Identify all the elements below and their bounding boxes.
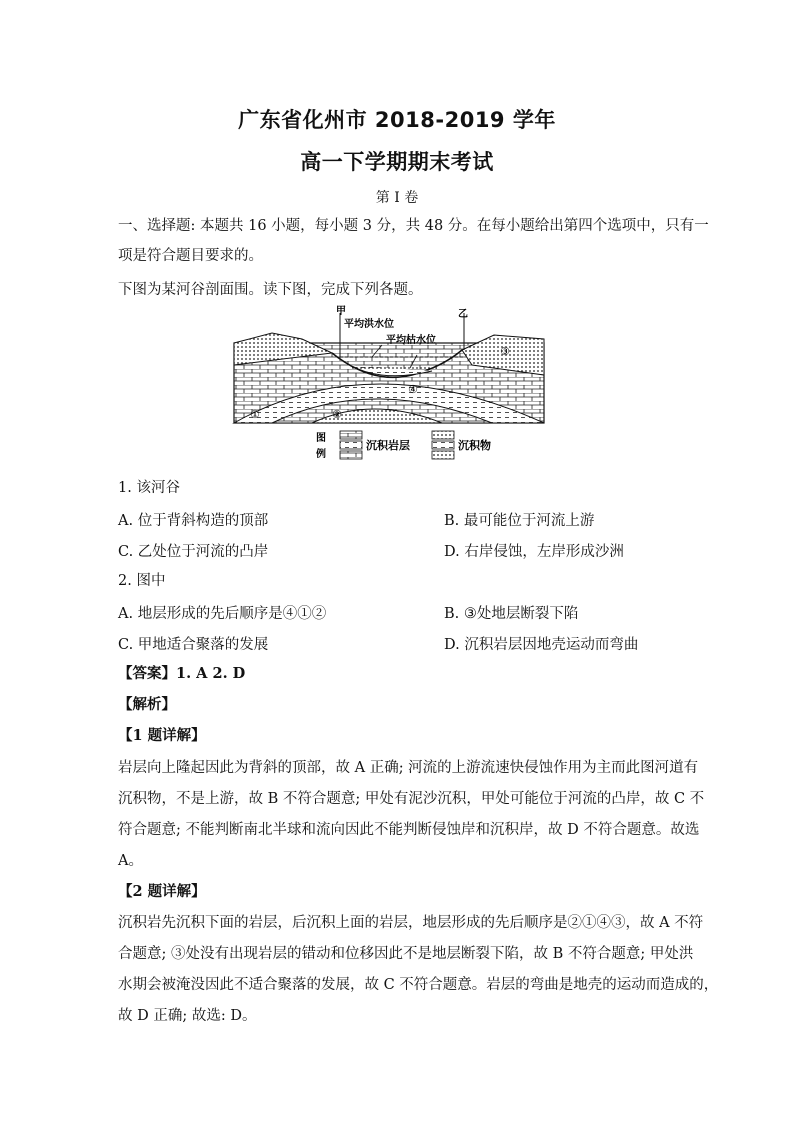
q2-detail-line-4: 故 D 正确; 故选: D。 xyxy=(118,1008,257,1024)
q2-detail-line-3: 水期会被淹没因此不适合聚落的发展，故 C 不符合题意。岩层的弯曲是地壳的运动而造成的， xyxy=(118,977,719,993)
legend-sedimentary-rock: 沉积岩层 xyxy=(366,439,410,452)
answer-line: 【答案】1. A 2. D xyxy=(118,665,246,682)
intro-line-1: 一、选择题: 本题共 16 小题，每小题 3 分，共 48 分。在每小题给出第四个选项中，只有一 xyxy=(118,218,709,234)
q1-detail-line-3: 符合题意; 不能判断南北半球和流向因此不能判断侵蚀岸和沉积岸，故 D 不符合题意。故选 xyxy=(118,822,700,838)
q1-option-b: B. 最可能位于河流上游 xyxy=(444,513,595,529)
flood-level-label: 平均洪水位 xyxy=(344,319,394,330)
q2-option-d: D. 沉积岩层因地壳运动而弯曲 xyxy=(444,637,639,653)
q1-detail-label: 【1 题详解】 xyxy=(118,727,206,744)
intro-line-3: 下图为某河谷剖面围。读下图，完成下列各题。 xyxy=(118,282,423,298)
marker-4: ④ xyxy=(408,383,418,396)
page-title: 广东省化州市 2018-2019 学年 xyxy=(238,108,556,132)
q1-option-a: A. 位于背斜构造的顶部 xyxy=(118,513,269,529)
section-label: 第 I 卷 xyxy=(375,190,419,206)
label-jia: 甲 xyxy=(336,306,346,317)
dry-level-label: 平均枯水位 xyxy=(386,335,436,346)
q1-option-c: C. 乙处位于河流的凸岸 xyxy=(118,544,269,560)
legend-sediment: 沉积物 xyxy=(458,439,491,452)
q2-option-b: B. ③处地层断裂下陷 xyxy=(444,606,579,622)
label-yi: 乙 xyxy=(458,309,468,320)
question-2-stem: 2. 图中 xyxy=(118,573,166,589)
q1-detail-line-4: A。 xyxy=(118,853,143,869)
marker-1: ① xyxy=(250,408,260,421)
q1-detail-line-2: 沉积物，不是上游，故 B 不符合题意; 甲处有泥沙沉积，甲处可能位于河流的凸岸，故 C 不 xyxy=(118,791,705,807)
q2-detail-label: 【2 题详解】 xyxy=(118,883,206,900)
legend-title-2: 例 xyxy=(316,449,326,460)
analysis-label: 【解析】 xyxy=(118,696,176,713)
legend-title-1: 图 xyxy=(316,433,326,444)
intro-line-2: 项是符合题目要求的。 xyxy=(118,248,263,264)
marker-2: ② xyxy=(332,408,342,421)
q2-option-c: C. 甲地适合聚落的发展 xyxy=(118,637,269,653)
page-subtitle: 高一下学期期末考试 xyxy=(300,150,494,174)
q2-detail-line-1: 沉积岩先沉积下面的岩层，后沉积上面的岩层，地层形成的先后顺序是②①④③，故 A 不符 xyxy=(118,915,704,931)
q2-option-a: A. 地层形成的先后顺序是④①② xyxy=(118,606,327,622)
river-valley-figure xyxy=(232,305,547,465)
q1-detail-line-1: 岩层向上隆起因此为背斜的顶部，故 A 正确; 河流的上游流速快侵蚀作用为主而此图河道有 xyxy=(118,760,699,776)
marker-3: ③ xyxy=(500,345,510,358)
question-1-stem: 1. 该河谷 xyxy=(118,480,180,496)
q2-detail-line-2: 合题意; ③处没有出现岩层的错动和位移因此不是地层断裂下陷，故 B 不符合题意; 甲处洪 xyxy=(118,946,694,962)
q1-option-d: D. 右岸侵蚀，左岸形成沙洲 xyxy=(444,544,624,560)
